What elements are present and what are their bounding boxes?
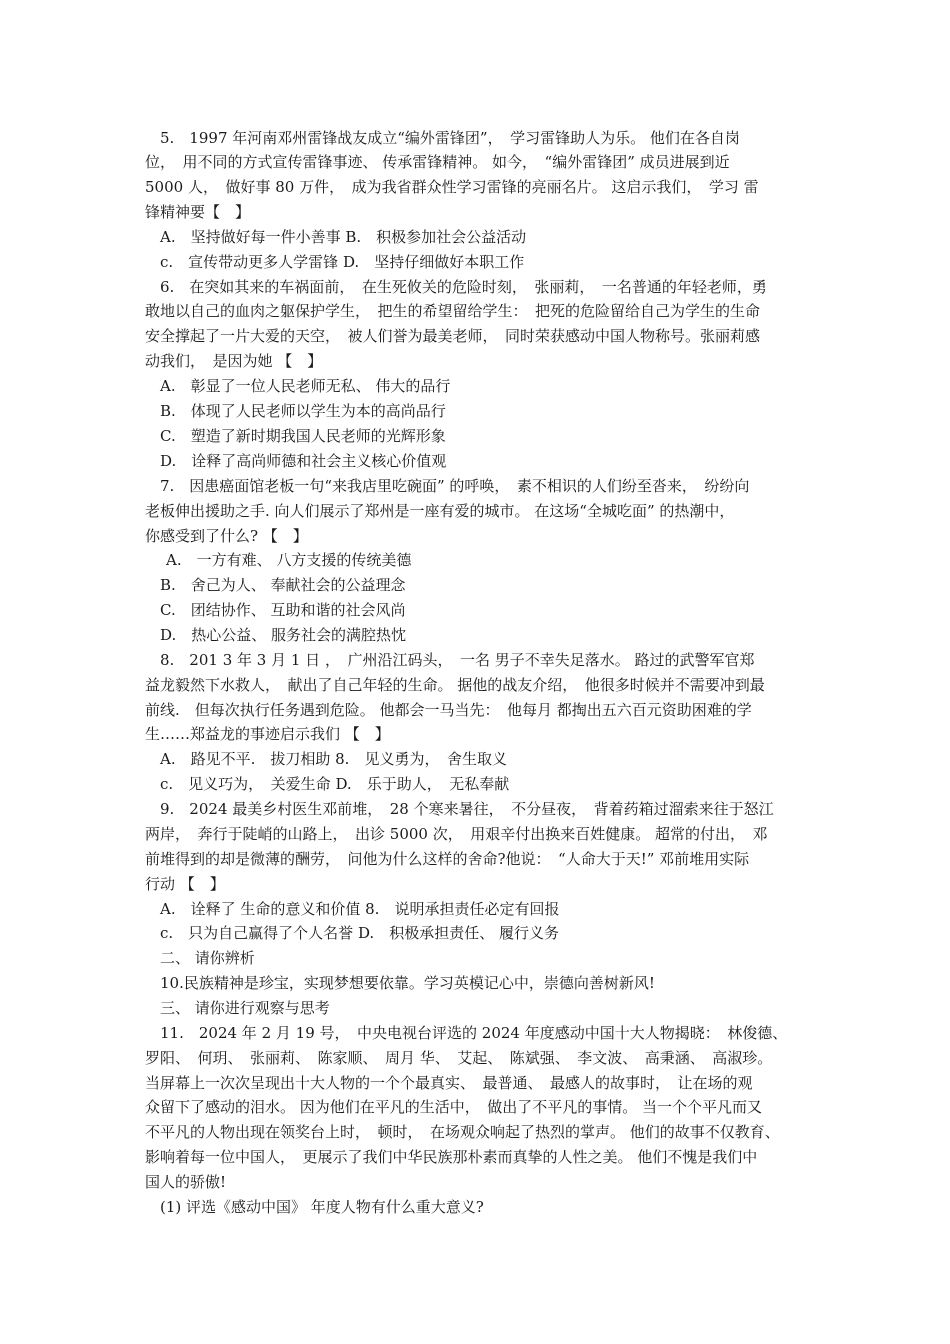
q6-stem-line-1: 6. 在突如其来的车祸面前， 在生死攸关的危险时刻， 张丽莉， 一名普通的年轻老师，勇 [160,278,767,296]
q5-options-ab: A. 坚持做好每一件小善事 B. 积极参加社会公益活动 [160,228,527,246]
q5-stem-line-4: 锋精神要【 】 [145,203,251,221]
q5-stem-line-1: 5. 1997 年河南邓州雷锋战友成立“编外雷锋团”， 学习雷锋助人为乐。 他们在各自岗 [160,129,740,147]
q6-option-a: A. 彰显了一位人民老师无私、 伟大的品行 [160,377,451,395]
q6-stem-line-2: 敢地以自己的血肉之躯保护学生， 把生的希望留给学生： 把死的危险留给自己为学生的生命 [145,302,761,320]
q8-stem-line-3: 前线. 但每次执行任务遇到危险。 他都会一马当先： 他每月 都掏出五六百元资助困难的学 [145,701,752,719]
q11-stem-line-6: 影响着每一位中国人， 更展示了我们中华民族那朴素而真挚的人性之美。 他们不愧是我们中 [145,1148,758,1166]
section-2-heading: 二、 请你辨析 [160,949,255,967]
q6-stem-line-4: 动我们， 是因为她 【 】 [145,352,323,370]
q8-stem-line-1: 8. 201 3 年 3 月 1 日 ， 广州沿江码头， 一名 男子不幸失足落水。 路过的武警军官郑 [160,651,755,669]
q8-stem-line-2: 益龙毅然下水救人， 献出了自己年轻的生命。 据他的战友介绍， 他很多时候并不需要冲到最 [145,676,765,694]
q11-subquestion-1: (1) 评选《感动中国》 年度人物有什么重大意义? [160,1198,484,1216]
q11-stem-line-1: 11. 2024 年 2 月 19 号， 中央电视台评选的 2024 年度感动中国十大人物揭晓： 林俊德、 [160,1024,788,1042]
section-3-heading: 三、 请你进行观察与思考 [160,999,330,1017]
q11-stem-line-7: 国人的骄傲! [145,1173,227,1191]
q9-options-ab: A. 诠释了 生命的意义和价值 8. 说明承担责任必定有回报 [160,900,560,918]
q11-stem-line-4: 众留下了感动的泪水。 因为他们在平凡的生活中， 做出了不平凡的事情。 当一个个平凡而又 [145,1098,763,1116]
q8-options-ab: A. 路见不平. 拔刀相助 8. 见义勇为， 舍生取义 [160,750,507,768]
q8-options-cd: c. 见义巧为， 关爱生命 D. 乐于助人， 无私奉献 [160,775,510,793]
q9-options-cd: c. 只为自己赢得了个人名誉 D. 积极承担责任、 履行义务 [160,924,559,942]
q5-stem-line-2: 位， 用不同的方式宣传雷锋事迹、 传承雷锋精神。 如今， “编外雷锋团” 成员进展到近 [145,153,730,171]
q7-option-a: A. 一方有难、 八方支援的传统美德 [166,551,412,569]
q7-option-d: D. 热心公益、 服务社会的满腔热忱 [160,626,407,644]
q9-stem-line-3: 前堆得到的却是微薄的酬劳， 问他为什么这样的舍命?他说： “人命大于天!” 邓前堆用实际 [145,850,750,868]
q9-stem-line-1: 9. 2024 最美乡村医生邓前堆， 28 个寒来暑往， 不分昼夜， 背着药箱过溜索来往于怒江 [160,800,774,818]
q6-option-c: C. 塑造了新时期我国人民老师的光辉形象 [160,427,446,445]
q11-stem-line-5: 不平凡的人物出现在领奖台上时， 顿时， 在场观众响起了热烈的掌声。 他们的故事不仅教育、 [145,1123,780,1141]
q7-stem-line-1: 7. 因患癌面馆老板一句“来我店里吃碗面” 的呼唤， 素不相识的人们纷至沓来， 纷纷向 [160,477,750,495]
q11-stem-line-2: 罗阳、 何玥、 张丽莉、 陈家顺、 周月 华、 艾起、 陈斌强、 李文波、 高秉涵、 高淑珍。 [145,1049,773,1067]
q5-stem-line-3: 5000 人， 做好事 80 万件， 成为我省群众性学习雷锋的亮丽名片。 这启示我们， 学习 雷 [145,178,759,196]
q10-statement: 10.民族精神是珍宝，实现梦想要依靠。学习英模记心中，崇德向善树新风! [160,974,655,992]
q6-stem-line-3: 安全撑起了一片大爱的天空， 被人们誉为最美老师， 同时荣获感动中国人物称号。张丽莉感 [145,327,761,345]
q6-option-d: D. 诠释了高尚师德和社会主义核心价值观 [160,452,447,470]
q9-stem-line-4: 行动 【 】 [145,875,225,893]
q8-stem-line-4: 生……郑益龙的事迹启示我们 【 】 [145,725,390,743]
q6-option-b: B. 体现了人民老师以学生为本的高尚品行 [160,402,446,420]
q11-stem-line-3: 当屏幕上一次次呈现出十大人物的一个个最真实、 最普通、 最感人的故事时， 让在场的观 [145,1074,753,1092]
q7-option-b: B. 舍己为人、 奉献社会的公益理念 [160,576,406,594]
q7-stem-line-3: 你感受到了什么? 【 】 [145,527,308,545]
q5-options-cd: c. 宣传带动更多人学雷锋 D. 坚持仔细做好本职工作 [160,253,525,271]
q7-option-c: C. 团结协作、 互助和谐的社会风尚 [160,601,406,619]
q9-stem-line-2: 两岸， 奔行于陡峭的山路上， 出诊 5000 次， 用艰辛付出换来百姓健康。 超常的付出， 邓 [145,825,768,843]
q7-stem-line-2: 老板伸出援助之手. 向人们展示了郑州是一座有爱的城市。 在这场“全城吃面” 的热潮中， [145,502,735,520]
